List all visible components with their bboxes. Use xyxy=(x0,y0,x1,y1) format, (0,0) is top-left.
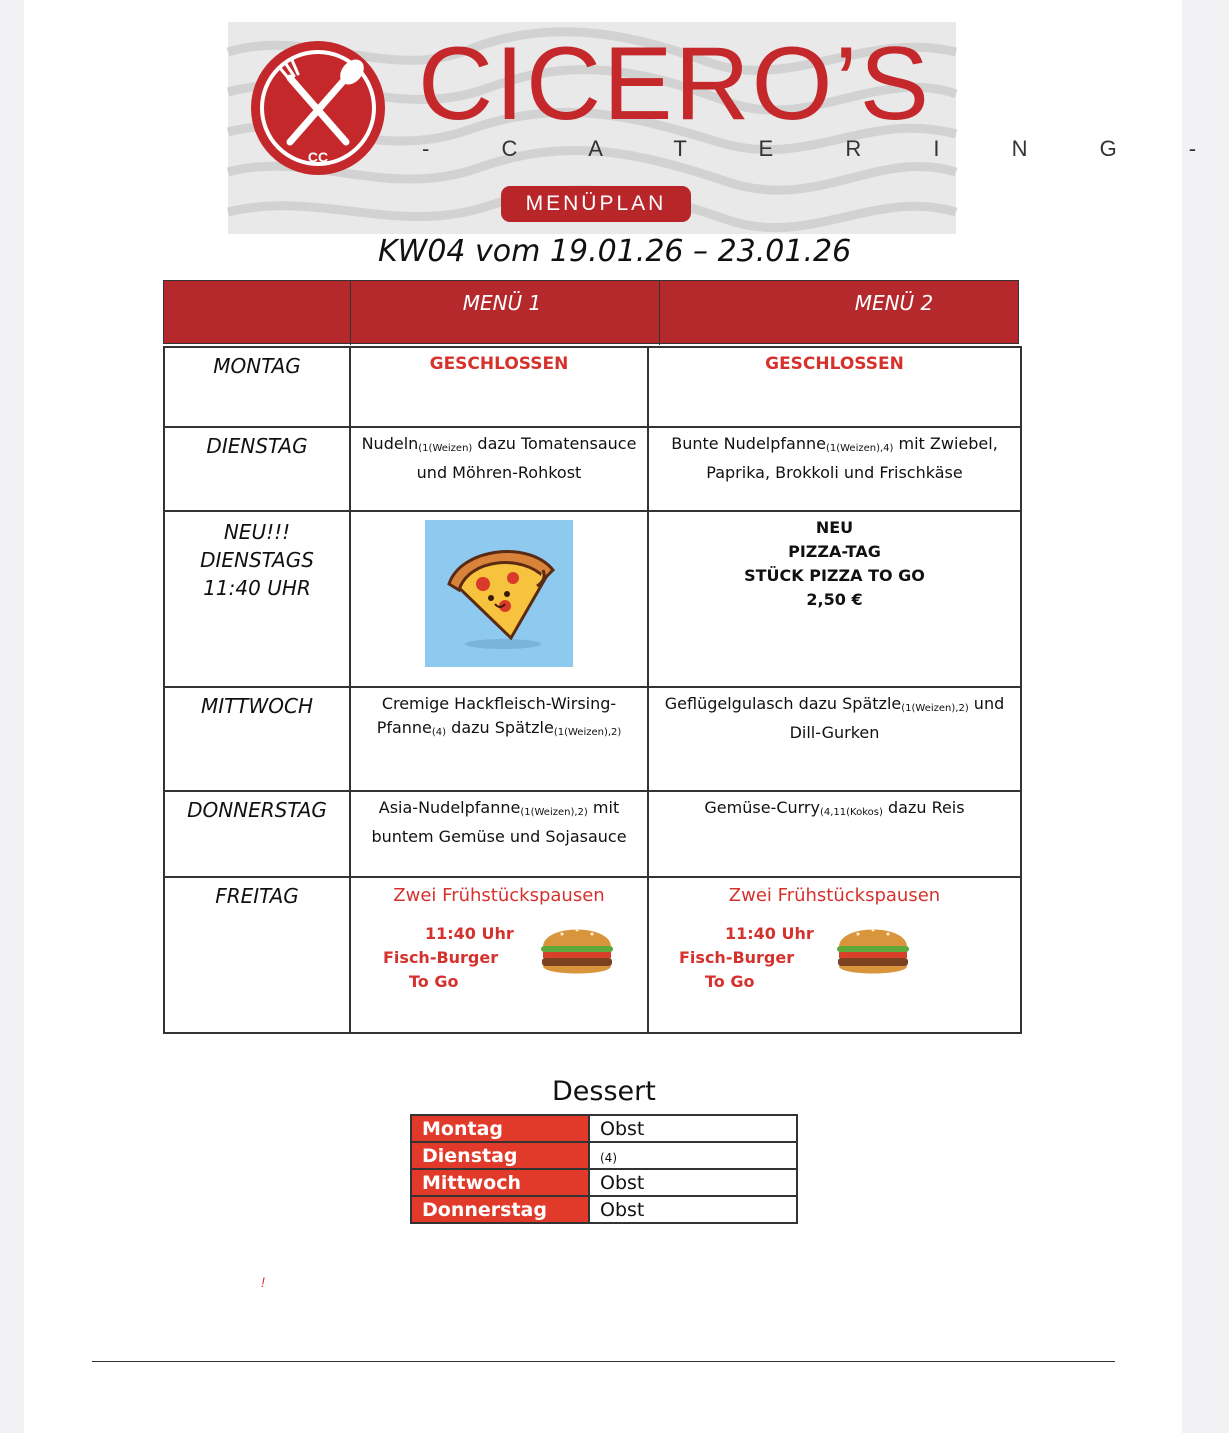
dessert-title: Dessert xyxy=(552,1076,656,1107)
dessert-value: Obst xyxy=(589,1196,797,1223)
montag-menu2 xyxy=(648,347,1021,427)
footer-divider xyxy=(92,1361,1115,1362)
freitag-title: Zwei Frühstückspausen xyxy=(393,885,605,906)
day-montag: MONTAG xyxy=(164,347,350,427)
menu-grid xyxy=(163,346,1022,1034)
pizza-slice-icon xyxy=(425,520,573,667)
closed-label: GESCHLOSSEN xyxy=(429,354,569,374)
footnote-mark: ! xyxy=(261,1274,265,1290)
table-row xyxy=(411,1169,797,1196)
burger-icon xyxy=(833,920,913,980)
burger-icon xyxy=(537,920,617,980)
cc-logo-icon xyxy=(248,38,388,178)
pizza-menu2: NEU PIZZA-TAG STÜCK PIZZA TO GO 2,50 € xyxy=(648,511,1021,687)
freitag-menu2 xyxy=(648,877,1021,1033)
freitag-title: Zwei Frühstückspausen xyxy=(728,885,941,906)
day-mittwoch: MITTWOCH xyxy=(164,687,350,791)
header-menu-2: MENÜ 2 xyxy=(854,291,934,315)
table-row xyxy=(411,1196,797,1223)
table-row xyxy=(164,877,1021,1033)
menuplan-badge: MENÜPLAN xyxy=(501,186,691,222)
pizza-menu1 xyxy=(350,511,648,687)
montag-menu1 xyxy=(350,347,648,427)
table-row xyxy=(164,687,1021,791)
brand-subtitle: - C A T E R I N G - xyxy=(422,136,1229,161)
freitag-info: 11:40 Uhr Fisch-Burger To Go xyxy=(383,924,514,991)
table-row xyxy=(164,791,1021,877)
brand-name: CICERO’S xyxy=(418,26,931,142)
table-row xyxy=(411,1115,797,1142)
closed-label: GESCHLOSSEN xyxy=(765,354,904,374)
table-row xyxy=(164,347,1021,427)
dessert-day: Montag xyxy=(411,1115,589,1142)
freitag-menu1 xyxy=(350,877,648,1033)
dessert-table xyxy=(410,1114,798,1224)
dessert-value: Obst xyxy=(589,1169,797,1196)
day-donnerstag: DONNERSTAG xyxy=(164,791,350,877)
dessert-value: (4) xyxy=(589,1142,797,1169)
dessert-day: Donnerstag xyxy=(411,1196,589,1223)
day-dienstag: DIENSTAG xyxy=(164,427,350,511)
dessert-day: Mittwoch xyxy=(411,1169,589,1196)
mittwoch-menu2: Geflügelgulasch dazu Spätzle(1(Weizen),2) und Dill-Gurken xyxy=(648,687,1021,791)
table-row xyxy=(164,511,1021,687)
dienstag-menu2: Bunte Nudelpfanne(1(Weizen),4) mit Zwiebel, Paprika, Brokkoli und Frischkäse xyxy=(648,427,1021,511)
donnerstag-menu2: Gemüse-Curry(4,11(Kokos) dazu Reis xyxy=(648,791,1021,877)
day-freitag: FREITAG xyxy=(164,877,350,1033)
table-row xyxy=(164,427,1021,511)
week-heading: KW04 vom 19.01.26 – 23.01.26 xyxy=(378,234,852,269)
freitag-info: 11:40 Uhr Fisch-Burger To Go xyxy=(679,924,814,991)
table-row xyxy=(411,1142,797,1169)
mittwoch-menu1: Cremige Hackfleisch-Wirsing- Pfanne(4) dazu Spätzle(1(Weizen),2) xyxy=(350,687,648,791)
donnerstag-menu1: Asia-Nudelpfanne(1(Weizen),2) mit buntem Gemüse und Sojasauce xyxy=(350,791,648,877)
dessert-value: Obst xyxy=(589,1115,797,1142)
day-pizza-dienstags: NEU!!! DIENSTAGS 11:40 UHR xyxy=(164,511,350,687)
table-header xyxy=(163,280,1019,344)
svg-text:CC: CC xyxy=(307,149,329,165)
header-menu-1: MENÜ 1 xyxy=(462,291,542,315)
dessert-day: Dienstag xyxy=(411,1142,589,1169)
dienstag-menu1: Nudeln(1(Weizen) dazu Tomatensauce und Möhren-Rohkost xyxy=(350,427,648,511)
logo-banner xyxy=(228,22,1229,234)
